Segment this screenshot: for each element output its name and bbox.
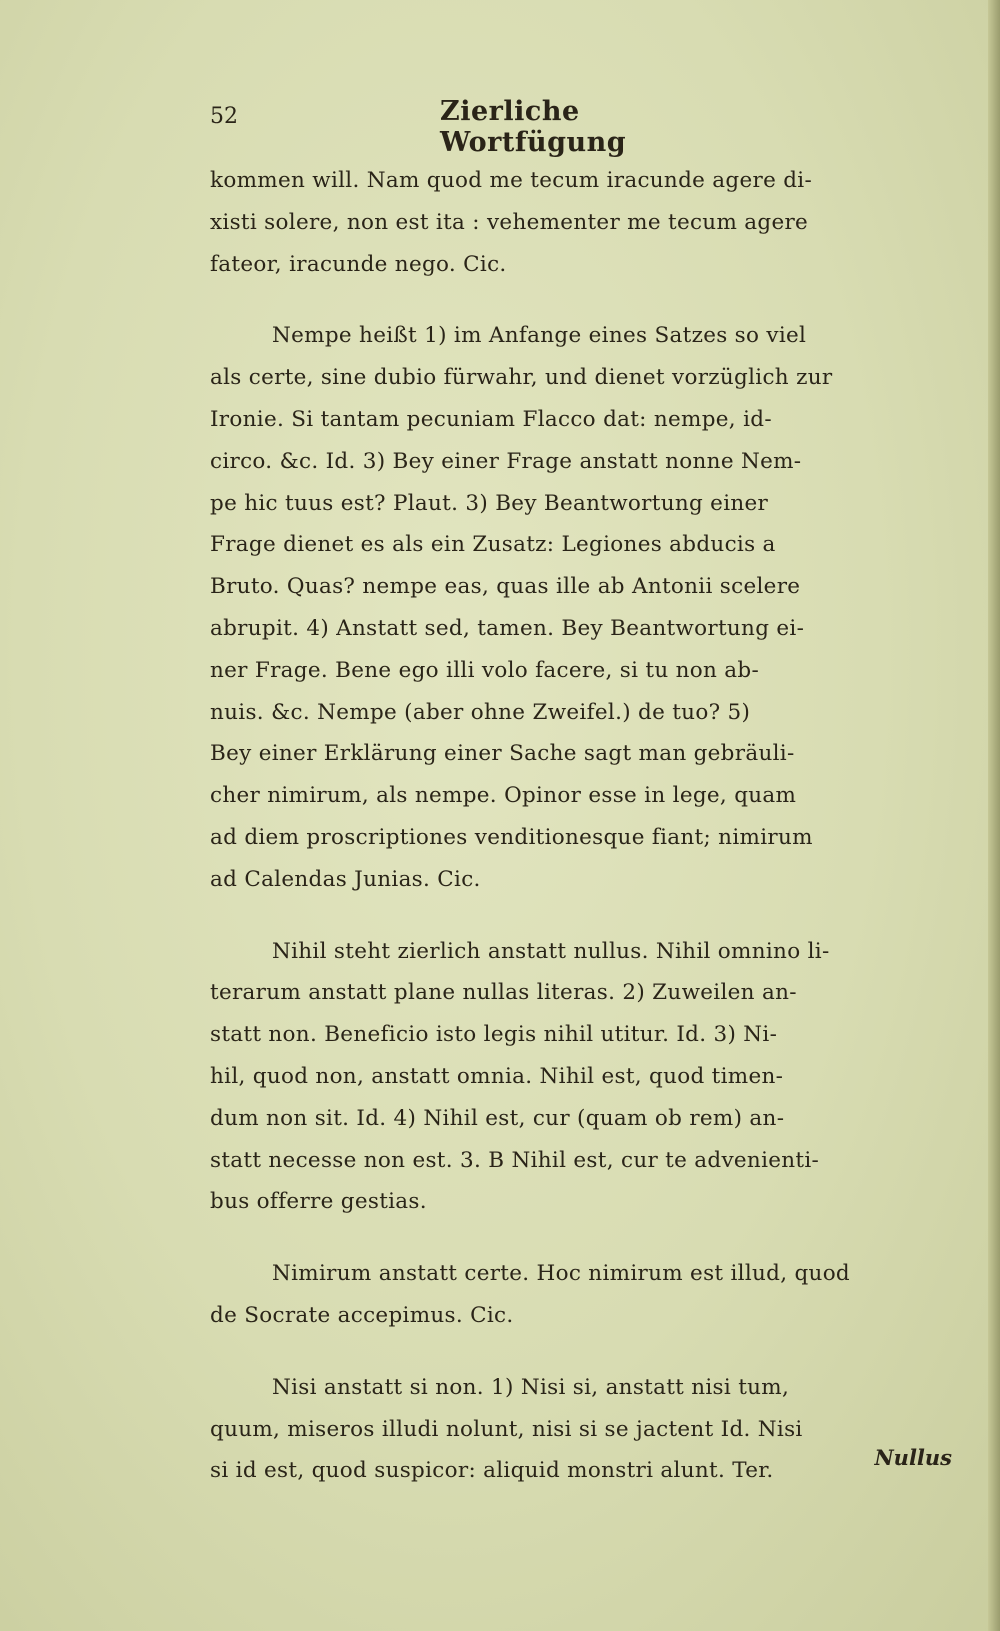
page-edge-shadow — [988, 0, 1000, 1631]
text-line: Bey einer Erklärung einer Sache sagt man gebräuli- — [210, 741, 795, 767]
text-line: fateor, iracunde nego. Cic. — [210, 251, 507, 277]
body-text — [210, 160, 948, 1492]
text-line: cher nimirum, als nempe. Opinor esse in lege, quam — [210, 783, 797, 809]
paragraph-nimirum — [210, 1253, 948, 1337]
text-line: dum non sit. Id. 4) Nihil est, cur (quam ob rem) an- — [210, 1105, 785, 1131]
text-line: terarum anstatt plane nullas literas. 2) Zuweilen an- — [210, 980, 797, 1006]
paragraph-nempe — [210, 315, 948, 900]
text-line: Nimirum anstatt certe. Hoc nimirum est illud, quod — [272, 1261, 850, 1287]
page-header — [210, 96, 770, 158]
text-line: bus offerre gestias. — [210, 1189, 427, 1215]
paragraph-nihil — [210, 931, 948, 1224]
text-line: Nihil steht zierlich anstatt nullus. Nihil omnino li- — [272, 938, 830, 964]
paragraph-nisi — [210, 1367, 948, 1492]
text-line: de Socrate accepimus. Cic. — [210, 1302, 514, 1328]
text-line: nuis. &c. Nempe (aber ohne Zweifel.) de tuo? 5) — [210, 699, 751, 725]
text-line: Frage dienet es als ein Zusatz: Legiones abducis a — [210, 532, 776, 558]
running-title: Zierliche Wortfügung — [440, 96, 627, 158]
text-line: Nempe heißt 1) im Anfange eines Satzes so viel — [272, 323, 807, 349]
text-line: abrupit. 4) Anstatt sed, tamen. Bey Beantwortung ei- — [210, 615, 805, 641]
text-line: ad Calendas Junias. Cic. — [210, 866, 481, 892]
text-line: Nisi anstatt si non. 1) Nisi si, anstatt nisi tum, — [272, 1374, 790, 1400]
catchword: Nullus — [874, 1445, 952, 1470]
text-line: quum, miseros illudi nolunt, nisi si se jactent Id. Nisi — [210, 1416, 803, 1442]
text-line: Ironie. Si tantam pecuniam Flacco dat: nempe, id- — [210, 406, 772, 432]
text-line: xisti solere, non est ita : vehementer me tecum agere — [210, 209, 809, 235]
text-line: Bruto. Quas? nempe eas, quas ille ab Antonii scelere — [210, 574, 801, 600]
text-line: statt necesse non est. 3. B Nihil est, cur te advenienti- — [210, 1147, 820, 1173]
page-number: 52 — [210, 104, 238, 129]
text-line: si id est, quod suspicor: aliquid monstri alunt. Ter. — [210, 1458, 774, 1484]
text-line: als certe, sine dubio fürwahr, und dienet vorzüglich zur — [210, 365, 833, 391]
text-line: kommen will. Nam quod me tecum iracunde agere di- — [210, 168, 813, 193]
paragraph-continuation — [210, 160, 948, 285]
text-line: hil, quod non, anstatt omnia. Nihil est, quod timen- — [210, 1063, 784, 1089]
text-line: circo. &c. Id. 3) Bey einer Frage anstatt nonne Nem- — [210, 448, 802, 474]
text-line: ner Frage. Bene ego illi volo facere, si tu non ab- — [210, 657, 760, 683]
text-line: statt non. Beneficio isto legis nihil utitur. Id. 3) Ni- — [210, 1022, 778, 1048]
text-line: ad diem proscriptiones venditionesque fiant; nimirum — [210, 824, 813, 850]
text-line: pe hic tuus est? Plaut. 3) Bey Beantwortung einer — [210, 490, 769, 516]
